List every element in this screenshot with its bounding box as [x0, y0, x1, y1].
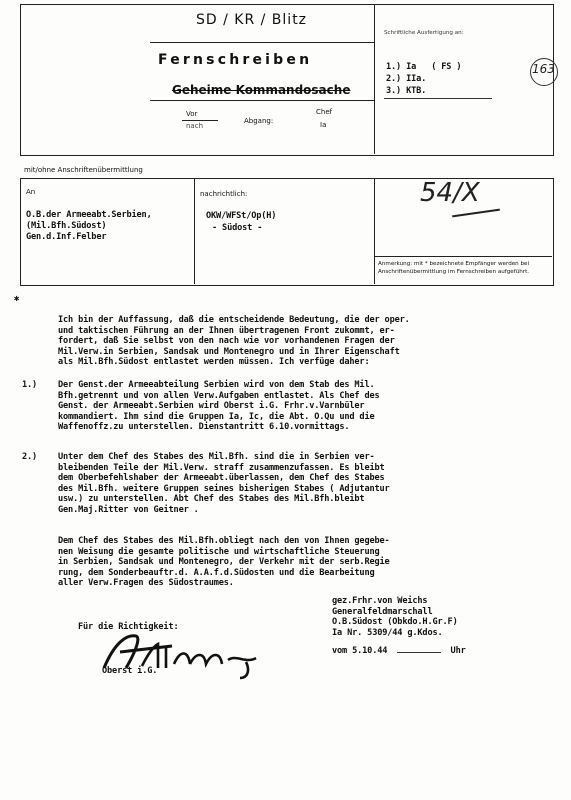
sig-time-blank [397, 652, 441, 653]
ia-label: Ia [320, 121, 327, 129]
closing-paragraph [58, 536, 390, 589]
an-label: An [26, 188, 36, 196]
note-rule [374, 256, 552, 257]
body-line: fordert, daß Sie selbst von den nach wie vor vorhandenen Fragen der [58, 336, 395, 347]
sig-date-row [332, 638, 466, 657]
distribution-3: 3.) KTB. [386, 86, 427, 96]
handwritten-number: 54/X [420, 178, 480, 208]
body-line: Mil.Verw.in Serbien, Sandsak und Montenegro und in Ihrer Eigenschaft [58, 346, 400, 357]
vor-label: Vor [186, 110, 198, 118]
item-2-number: 2.) [22, 452, 38, 462]
body-line: dem Oberbefehlshaber der Armeeabt.überlassen, dem Chef des Stabes [58, 473, 385, 484]
address-divider-2 [374, 178, 375, 284]
cc-line-1: OKW/WFSt/Op(H) [206, 211, 277, 221]
certification-label: Für die Richtigkeit: [78, 622, 179, 632]
body-line: Ich bin der Auffassung, daß die entscheidende Bedeutung, die der oper. [58, 315, 410, 325]
sig-uhr: Uhr [450, 646, 466, 657]
transmission-option: mit/ohne Anschriftenübermittlung [24, 166, 143, 174]
nachrichtlich-label: nachrichtlich: [200, 190, 248, 198]
item-1-text [58, 380, 380, 433]
classification-stamp: Geheime Kommandosache [172, 83, 351, 97]
body-line: Waffenoffz.zu unterstellen. Dienstantritt 6.10.vormittags. [58, 422, 350, 433]
distribution-rule [384, 98, 492, 99]
abgang-label: Abgang: [244, 117, 274, 125]
margin-mark: ✱ [14, 294, 20, 304]
page-number: 163 [532, 62, 555, 76]
signature-block [332, 596, 466, 657]
body-line: rung, dem Sonderbeauftr.d. A.A.f.d.Südosten und die Bearbeitung [58, 567, 375, 578]
distribution-2: 2.) IIa. [386, 74, 427, 84]
address-divider-1 [194, 178, 195, 284]
body-line: Bfh.getrennt und von allen Verw.Aufgaben entlastet. Als Chef des [58, 390, 380, 401]
recipient-line-3: Gen.d.Inf.Felber [26, 232, 107, 242]
document-title: Fernschreiben [158, 52, 313, 68]
body-line: in Serbien, Sandsak und Montenegro, der Verkehr mit der serb.Regie [58, 557, 390, 568]
cc-line-2: - Südost - [212, 223, 263, 233]
body-intro [58, 315, 410, 368]
recipient-line-1: O.B.der Armeeabt.Serbien, [26, 210, 152, 220]
note-text: Anmerkung: mit * bezeichnete Empfänger werden bei Anschriftenübermittlung im Fernschreiben aufgeführt. [378, 261, 530, 275]
title-rule [150, 42, 374, 43]
priority-strip: SD / KR / Blitz [196, 12, 308, 28]
body-line: des Mil.Bfh. weitere Gruppen seines bisherigen Stabes ( Adjutantur [58, 483, 390, 494]
body-line: usw.) zu unterstellen. Abt Chef des Stabes des Mil.Bfh.bleibt [58, 494, 365, 505]
body-line: Dem Chef des Stabes des Mil.Bfh.obliegt nach den von Ihnen gegebe- [58, 536, 390, 546]
vor-nach-line [182, 120, 218, 121]
body-line: aller Verw.Fragen des Südostraumes. [58, 578, 234, 589]
distribution-1: 1.) Ia ( FS ) [386, 62, 462, 72]
copy-recipients-label: Schriftliche Ausfertigung an: [384, 30, 464, 36]
sig-line: gez.Frhr.von Weichs [332, 596, 428, 606]
sig-line: Generalfeldmarschall [332, 606, 433, 617]
body-line: Genst. der Armeeabt.Serbien wird Oberst i.G. Frhr.v.Varnbüler [58, 401, 365, 412]
nach-label: nach [186, 122, 204, 130]
body-line: und taktischen Führung an der Ihnen übertragenen Front zukommt, er- [58, 325, 395, 336]
body-line: bleibenden Teile der Mil.Verw. straff zusammenzufassen. Es bleibt [58, 462, 385, 473]
recipient-line-2: (Mil.Bfh.Südost) [26, 221, 107, 231]
body-line: nen Weisung die gesamte politische und wirtschaftliche Steuerung [58, 546, 380, 557]
sig-line: O.B.Südost (Obkdo.H.Gr.F) [332, 617, 458, 628]
title-underline [150, 100, 374, 101]
header-divider [374, 4, 375, 154]
sig-date: vom 5.10.44 [332, 646, 388, 657]
body-line: als Mil.Bfh.Südost entlastet werden müssen. Ich verfüge daher: [58, 357, 370, 368]
item-2-text [58, 452, 390, 516]
body-line: Gen.Maj.Ritter von Geitner . [58, 504, 199, 515]
body-line: Unter dem Chef des Stabes des Mil.Bfh. sind die in Serbien ver- [58, 452, 375, 462]
signer-rank: Oberst i.G. [102, 666, 158, 676]
item-1-number: 1.) [22, 380, 38, 390]
sig-line: Ia Nr. 5309/44 g.Kdos. [332, 627, 443, 638]
body-line: kommandiert. Ihm sind die Gruppen Ia, Ic, die Abt. O.Qu und die [58, 411, 375, 422]
chef-label: Chef [316, 108, 333, 116]
body-line: Der Genst.der Armeeabteilung Serbien wird von dem Stab des Mil. [58, 380, 375, 390]
